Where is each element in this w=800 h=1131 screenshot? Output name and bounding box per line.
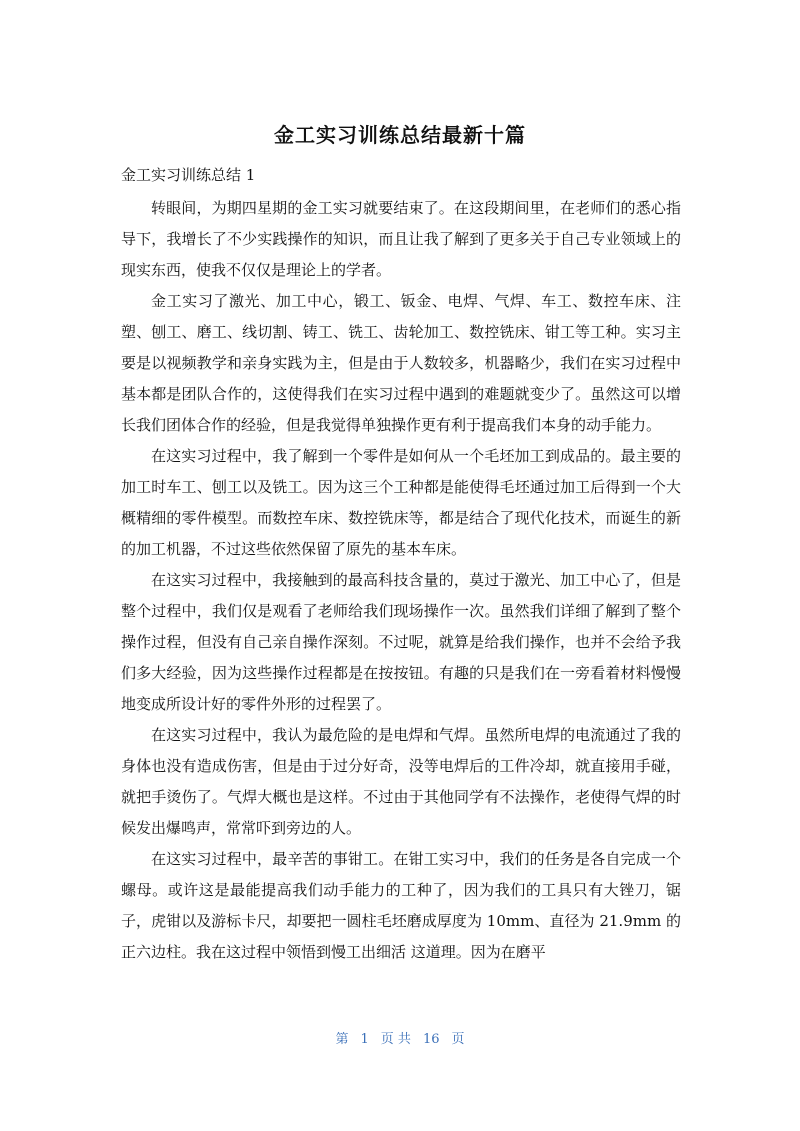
paragraph: 转眼间，为期四星期的金工实习就要结束了。在这段期间里，在老师们的悉心指导下，我增长了不少实践操作的知识，而且让我了解到了更多关于自己专业领域上的现实东西，使我不仅仅是理论上的学者。: [121, 199, 681, 279]
current-page-number: 1: [360, 1032, 369, 1047]
page-footer: [0, 1030, 800, 1050]
document-title: 金工实习训练总结最新十篇: [274, 123, 526, 147]
paragraph: 在这实习过程中，我接触到的最高科技含量的，莫过于激光、加工中心了，但是整个过程中，我们仅是观看了老师给我们现场操作一次。虽然我们详细了解到了整个操作过程，但没有自己亲自操作深刻。不过呢，就算是给我们操作，也并不会给予我们多大经验，因为这些操作过程都是在按按钮。有趣的只是我们在一旁看着材料慢慢地变成所设计好的零件外形的过程罢了。: [121, 571, 681, 713]
paragraph: 在这实习过程中，我了解到一个零件是如何从一个毛坯加工到成品的。最主要的加工时车工、刨工以及铣工。因为这三个工种都是能使得毛坯通过加工后得到一个大概精细的零件模型。而数控车床、数控铣床等，都是结合了现代化技术，而诞生的新的加工机器，不过这些依然保留了原先的基本车床。: [121, 447, 681, 558]
section-heading: 金工实习训练总结 1: [121, 166, 256, 184]
footer-label-ye: 页: [451, 1032, 465, 1047]
paragraph: 金工实习了激光、加工中心，锻工、钣金、电焊、气焊、车工、数控车床、注塑、刨工、磨工、线切割、铸工、铣工、齿轮加工、数控铣床、钳工等工种。实习主要是以视频教学和亲身实践为主，但是由于人数较多，机器略少，我们在实习过程中基本都是团队合作的，这使得我们在实习过程中遇到的难题就变少了。虽然这可以增长我们团体合作的经验，但是我觉得单独操作更有利于提高我们本身的动手能力。: [121, 292, 681, 434]
paragraph: 在这实习过程中，我认为最危险的是电焊和气焊。虽然所电焊的电流通过了我的身体也没有造成伤害，但是由于过分好奇，没等电焊后的工件冷却，就直接用手碰，就把手烫伤了。气焊大概也是这样。不过由于其他同学有不法操作，老使得气焊的时候发出爆鸣声，常常吓到旁边的人。: [121, 726, 681, 837]
footer-label-ye-gong: 页 共: [380, 1032, 411, 1047]
document-body: [121, 193, 681, 968]
total-page-count: 16: [422, 1032, 440, 1047]
paragraph: 在这实习过程中，最辛苦的事钳工。在钳工实习中，我们的任务是各自完成一个螺母。或许这是最能提高我们动手能力的工种了，因为我们的工具只有大锉刀，锯子，虎钳以及游标卡尺，却要把一圆柱毛坯磨成厚度为 10mm、直径为 21.9mm 的正六边柱。我在这过程中领悟到慢工出细活 这道理。因为在磨平: [121, 850, 681, 961]
footer-label-di: 第: [335, 1032, 349, 1047]
